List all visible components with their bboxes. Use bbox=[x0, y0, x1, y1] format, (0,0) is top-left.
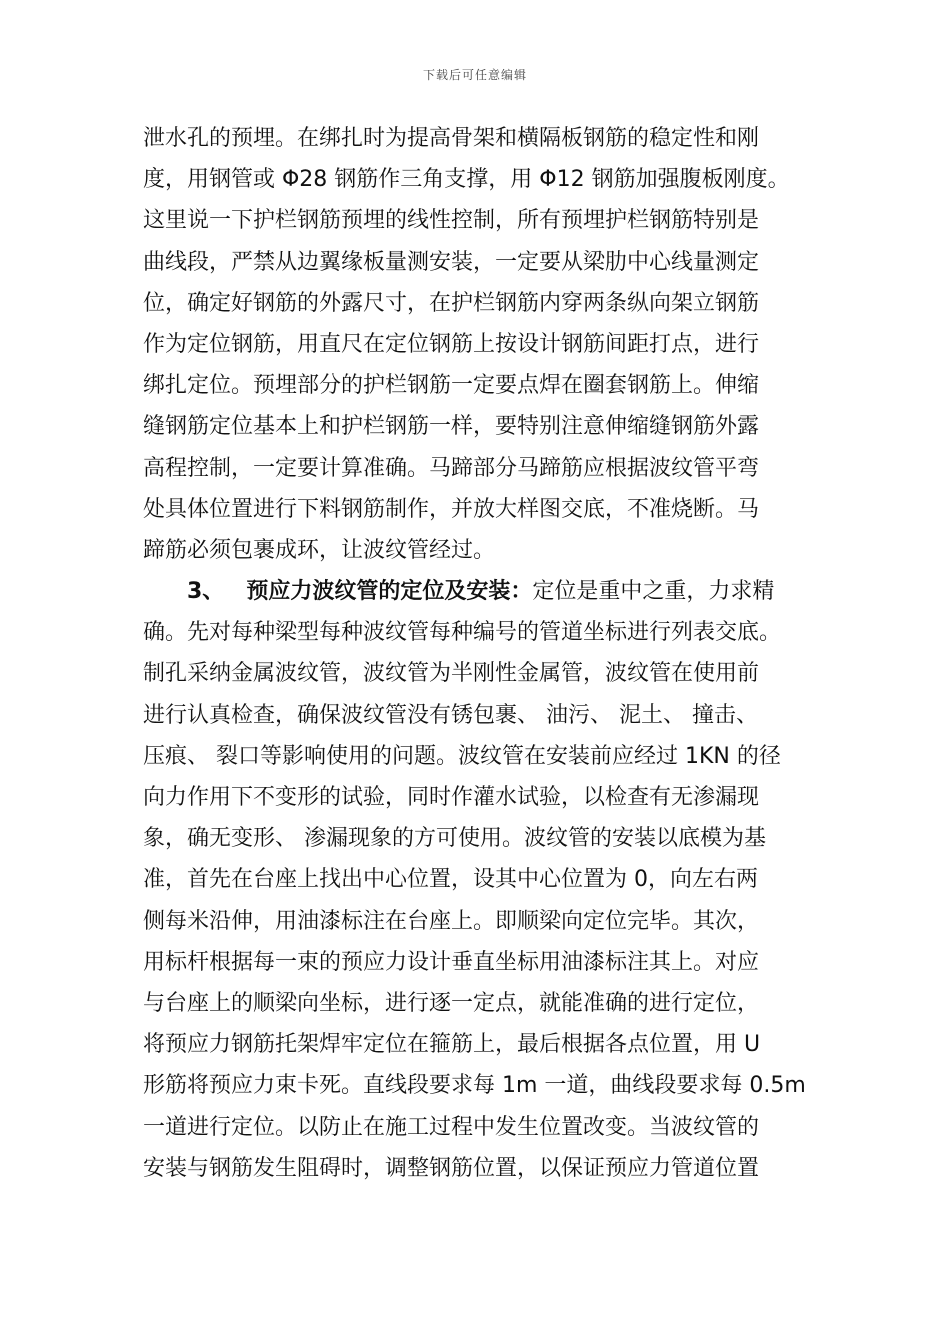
section-line: 确。先对每种梁型每种波纹管每种编号的管道坐标进行列表交底。 bbox=[143, 620, 782, 646]
body-line: 泄水孔的预埋。在绑扎时为提高骨架和横隔板钢筋的稳定性和刚 bbox=[143, 126, 760, 151]
body-line: 处具体位置进行下料钢筋制作，并放大样图交底，不准烧断。马 bbox=[143, 496, 760, 522]
page-header-note: 下载后可任意编辑 bbox=[422, 68, 527, 82]
body-line: 蹄筋必须包裹成环，让波纹管经过。 bbox=[143, 537, 496, 563]
document-body bbox=[143, 118, 815, 1189]
section-line: 进行认真检查，确保波纹管没有锈包裹、 油污、 泥土、 撞击、 bbox=[143, 702, 758, 728]
section-line: 形筋将预应力束卡死。直线段要求每 1m 一道，曲线段要求每 0.5m bbox=[143, 1073, 806, 1099]
body-line: 绑扎定位。预埋部分的护栏钢筋一定要点焊在圈套钢筋上。伸缩 bbox=[143, 373, 760, 399]
section-line: 与台座上的顺梁向坐标，进行逐一定点，就能准确的进行定位， bbox=[143, 990, 760, 1016]
section-line: 一道进行定位。以防止在施工过程中发生位置改变。当波纹管的 bbox=[143, 1114, 760, 1140]
section-line: 用标杆根据每一束的预应力设计垂直坐标用油漆标注其上。对应 bbox=[143, 949, 760, 975]
body-line: 度，用钢管或 Φ28 钢筋作三角支撑，用 Φ12 钢筋加强腹板刚度。 bbox=[143, 167, 790, 193]
section-line: 制孔采纳金属波纹管，波纹管为半刚性金属管，波纹管在使用前 bbox=[143, 661, 760, 687]
section-line: 安装与钢筋发生阻碍时，调整钢筋位置，以保证预应力管道位置 bbox=[143, 1155, 760, 1181]
body-line: 这里说一下护栏钢筋预埋的线性控制，所有预埋护栏钢筋特别是 bbox=[143, 208, 760, 234]
section-heading-line bbox=[143, 571, 815, 612]
body-line: 高程控制，一定要计算准确。马蹄部分马蹄筋应根据波纹管平弯 bbox=[143, 455, 760, 481]
body-line: 曲线段，严禁从边翼缘板量测安装，一定要从梁肋中心线量测定 bbox=[143, 249, 760, 275]
section-line: 象，确无变形、 渗漏现象的方可使用。波纹管的安装以底模为基 bbox=[143, 826, 766, 852]
section-first-line-text: 定位是重中之重，力求精 bbox=[532, 579, 775, 605]
section-line: 向力作用下不变形的试验，同时作灌水试验，以检查有无渗漏现 bbox=[143, 785, 760, 810]
body-line: 位，确定好钢筋的外露尺寸，在护栏钢筋内穿两条纵向架立钢筋 bbox=[143, 290, 760, 316]
section-title: 预应力波纹管的定位及安装： bbox=[246, 579, 533, 605]
body-line: 作为定位钢筋，用直尺在定位钢筋上按设计钢筋间距打点，进行 bbox=[143, 331, 760, 357]
section-line: 将预应力钢筋托架焊牢定位在箍筋上，最后根据各点位置，用 U bbox=[143, 1032, 761, 1058]
section-line: 准，首先在台座上找出中心位置，设其中心位置为 0，向左右两 bbox=[143, 867, 758, 893]
body-line: 缝钢筋定位基本上和护栏钢筋一样，要特别注意伸缩缝钢筋外露 bbox=[143, 414, 760, 440]
section-number: 3、 bbox=[187, 579, 225, 605]
section-line: 压痕、 裂口等影响使用的问题。波纹管在安装前应经过 1KN 的径 bbox=[143, 743, 781, 769]
section-line: 侧每米沿伸，用油漆标注在台座上。即顺梁向定位完毕。其次， bbox=[143, 908, 760, 934]
